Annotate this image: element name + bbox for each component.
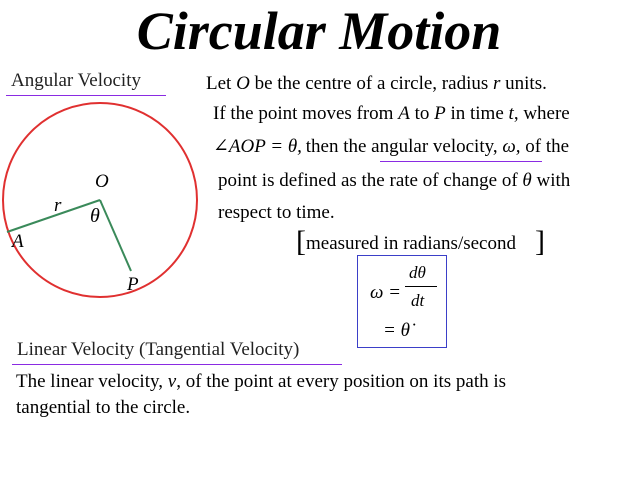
symbol-omega: ω, bbox=[497, 136, 521, 157]
label-A: A bbox=[12, 231, 24, 252]
text: in time bbox=[445, 103, 509, 124]
text: to bbox=[409, 103, 435, 124]
text: be the centre of a circle, radius bbox=[249, 73, 493, 94]
formula-denominator: dt bbox=[411, 291, 425, 310]
circle-diagram bbox=[0, 95, 210, 305]
text: , of the point at every position on its path is bbox=[176, 371, 507, 392]
text: with bbox=[531, 170, 571, 191]
angle-AOP: ∠AOP = θ, bbox=[213, 136, 302, 157]
fraction-bar bbox=[405, 286, 437, 287]
left-bracket: [ bbox=[296, 225, 306, 258]
right-bracket: ] bbox=[535, 225, 545, 258]
angular-velocity-term-underline bbox=[380, 161, 542, 162]
text: , where bbox=[513, 103, 570, 124]
definition-line-2 bbox=[213, 104, 570, 123]
text: of the bbox=[520, 136, 570, 157]
definition-line-3 bbox=[213, 137, 569, 156]
text: then the bbox=[305, 136, 372, 157]
var-P: P bbox=[434, 103, 446, 124]
text: point is defined as the rate of change of bbox=[218, 170, 523, 191]
term-angular-velocity: angular velocity, bbox=[371, 136, 498, 157]
label-P: P bbox=[127, 274, 139, 295]
var-t: t bbox=[508, 103, 514, 124]
var-A: A bbox=[398, 103, 410, 124]
formula-omega-eq: ω = bbox=[370, 282, 401, 303]
definition-line-4 bbox=[218, 171, 570, 190]
linear-velocity-heading: Linear Velocity (Tangential Velocity) bbox=[17, 339, 300, 360]
formula-theta-dot: = θ̇ bbox=[383, 320, 410, 341]
var-r: r bbox=[493, 73, 501, 94]
linear-text-line-2: tangential to the circle. bbox=[16, 397, 191, 418]
text: units. bbox=[500, 73, 547, 94]
radius-OP bbox=[100, 200, 131, 271]
page-title: Circular Motion bbox=[136, 1, 502, 61]
definition-line-5: respect to time. bbox=[218, 202, 335, 223]
linear-text-line-1 bbox=[16, 372, 506, 391]
label-r: r bbox=[54, 195, 62, 216]
var-O: O bbox=[236, 73, 250, 94]
text: Let bbox=[206, 73, 237, 94]
var-v: v bbox=[167, 371, 177, 392]
text: If the point moves from bbox=[213, 103, 399, 124]
label-theta: θ bbox=[90, 205, 100, 227]
symbol-theta: θ bbox=[522, 170, 532, 191]
formula-numerator: dθ bbox=[409, 263, 426, 282]
angular-velocity-heading: Angular Velocity bbox=[11, 70, 141, 91]
units-note: measured in radians/second bbox=[306, 233, 516, 254]
linear-heading-underline bbox=[12, 364, 342, 365]
text: The linear velocity, bbox=[16, 371, 168, 392]
definition-line-1 bbox=[206, 74, 547, 93]
label-O: O bbox=[95, 171, 109, 192]
